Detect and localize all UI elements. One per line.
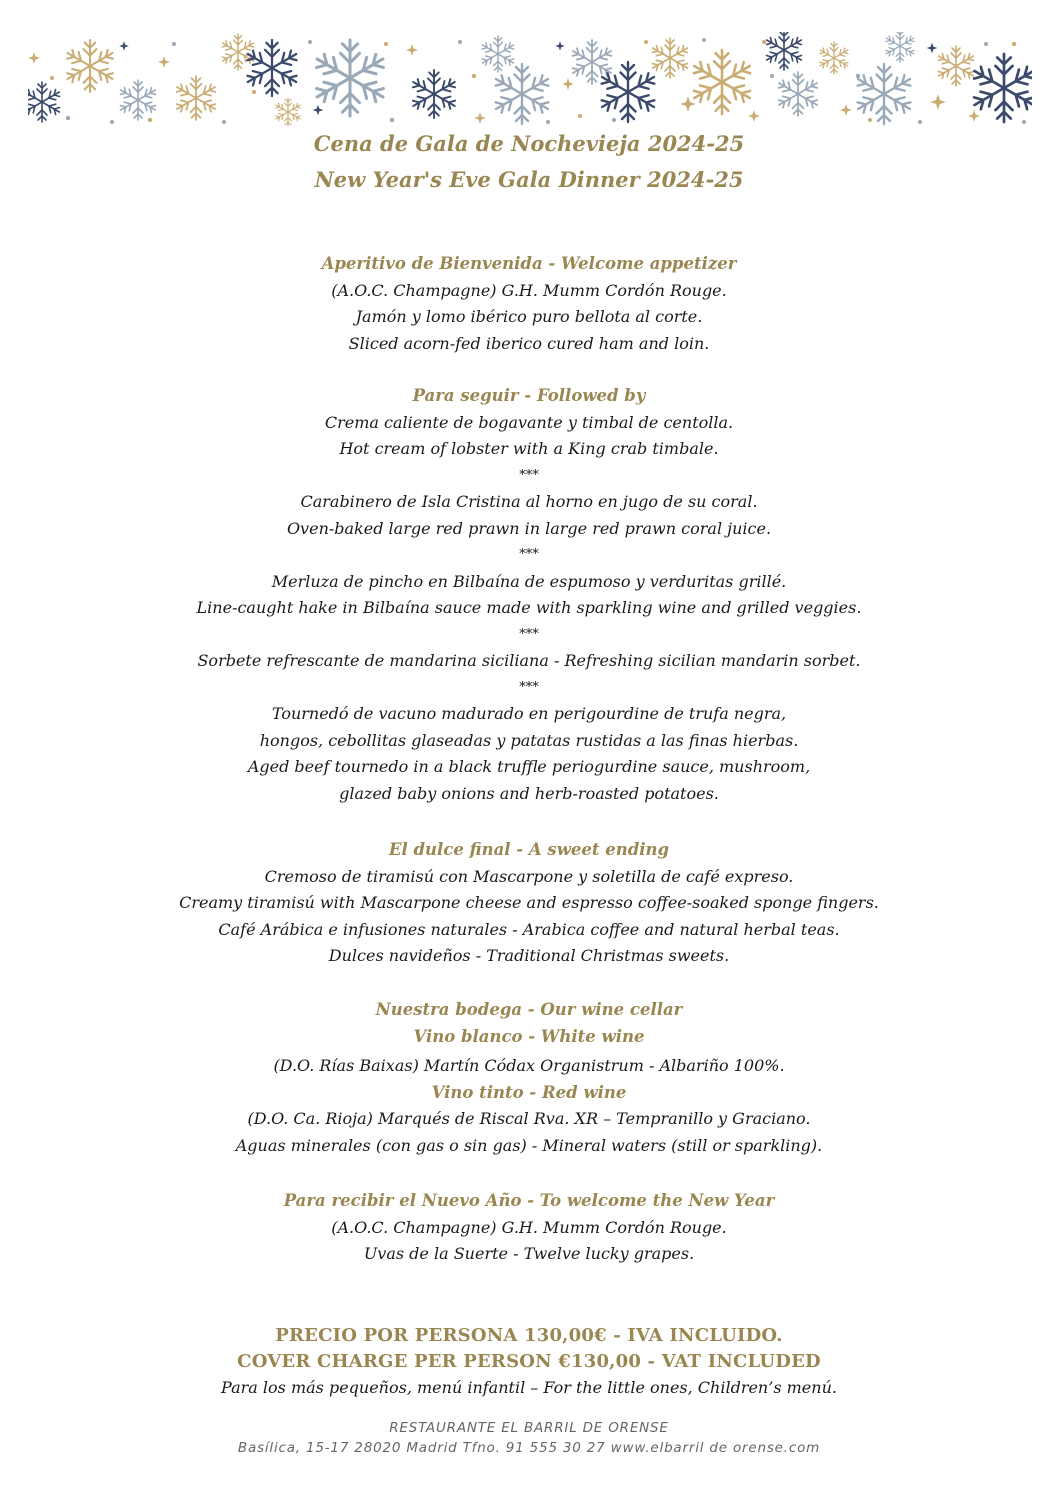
menu-line: (A.O.C. Champagne) G.H. Mumm Cordón Rouge. [331, 280, 727, 300]
newyear-heading: Para recibir el Nuevo Año - To welcome the New Year [283, 1191, 775, 1210]
menu-line: Line-caught hake in Bilbaína sauce made with sparkling wine and grilled veggies. [196, 598, 862, 617]
menu-line: Hot cream of lobster with a King crab timbale. [339, 439, 719, 458]
menu-line: hongos, cebollitas glaseadas y patatas rustidas a las finas hierbas. [259, 730, 799, 750]
menu-line: Jamón y lomo ibérico puro bellota al corte. [355, 307, 703, 326]
wine-section [0, 997, 1058, 1159]
menu-line: Sliced acorn-fed iberico cured ham and loin. [348, 333, 710, 353]
wine-heading: Nuestra bodega - Our wine cellar [375, 1000, 683, 1019]
dessert-heading: El dulce final - A sweet ending [388, 840, 670, 859]
separator: *** [519, 547, 539, 562]
red-wine-line: (D.O. Ca. Rioja) Marqués de Riscal Rva. XR – Tempranillo y Graciano. [247, 1109, 811, 1128]
red-wine-heading: Vino tinto - Red wine [431, 1082, 627, 1102]
menu-line: (A.O.C. Champagne) G.H. Mumm Cordón Rouge. [331, 1217, 727, 1237]
white-wine-line: (D.O. Rías Baixas) Martín Códax Organistrum - Albariño 100%. [273, 1056, 785, 1075]
menu-title-es: Cena de Gala de Nochevieja 2024-25 [313, 131, 745, 156]
white-wine-heading: Vino blanco - White wine [413, 1026, 645, 1046]
menu-line: glazed baby onions and herb-roasted potatoes. [339, 783, 719, 803]
newyear-section [0, 1188, 1058, 1268]
price-en: COVER CHARGE PER PERSON €130,00 - VAT INCLUDED [237, 1351, 821, 1372]
menu-line: Oven-baked large red prawn in large red prawn coral juice. [286, 518, 772, 538]
water-line: Aguas minerales (con gas o sin gas) - Mineral waters (still or sparkling). [235, 1135, 823, 1155]
menu-line: Uvas de la Suerte - Twelve lucky grapes. [363, 1244, 695, 1263]
menu-line: Sorbete refrescante de mandarina siciliana - Refreshing sicilian mandarin sorbet. [197, 651, 861, 670]
menu-line: Creamy tiramisú with Mascarpone cheese and espresso coffee-soaked sponge fingers. [179, 893, 879, 912]
dessert-section [0, 837, 1058, 970]
menu-line: Tournedó de vacuno madurado en perigourdine de trufa negra, [271, 704, 787, 723]
restaurant-address: Basílica, 15-17 28020 Madrid Tfno. 91 555 30 27 www.elbarril de orense.com [237, 1440, 821, 1456]
welcome-section [0, 251, 1058, 357]
menu-line: Cremoso de tiramisú con Mascarpone y soletilla de café expreso. [264, 866, 794, 886]
kids-menu-note: Para los más pequeños, menú infantil – For the little ones, Children’s menú. [221, 1378, 837, 1397]
separator: *** [519, 467, 539, 483]
menu-line: Aged beef tournedo in a black truffle periogurdine sauce, mushroom, [247, 757, 811, 776]
price-es: PRECIO POR PERSONA 130,00€ - IVA INCLUIDO. [275, 1325, 783, 1346]
menu-title-en: New Year's Eve Gala Dinner 2024-25 [314, 167, 744, 192]
followed-heading: Para seguir - Followed by [412, 386, 646, 405]
price-section [0, 1323, 1058, 1401]
welcome-heading: Aperitivo de Bienvenida - Welcome appetizer [321, 254, 737, 273]
menu-line: Dulces navideños - Traditional Christmas sweets. [328, 946, 730, 965]
menu-line: Merluza de pincho en Bilbaína de espumoso y verduritas grillé. [271, 571, 787, 591]
separator: *** [519, 679, 539, 695]
snowflake-banner [28, 32, 1032, 130]
menu-line: Café Arábica e infusiones naturales - Arabica coffee and natural herbal teas. [218, 919, 840, 939]
followed-section [0, 383, 1058, 807]
restaurant-name: RESTAURANTE EL BARRIL DE ORENSE [389, 1420, 669, 1436]
menu-line: Crema caliente de bogavante y timbal de centolla. [324, 412, 734, 432]
menu-line: Carabinero de Isla Cristina al horno en jugo de su coral. [300, 492, 758, 511]
footer [0, 1418, 1058, 1458]
separator: *** [519, 626, 539, 642]
